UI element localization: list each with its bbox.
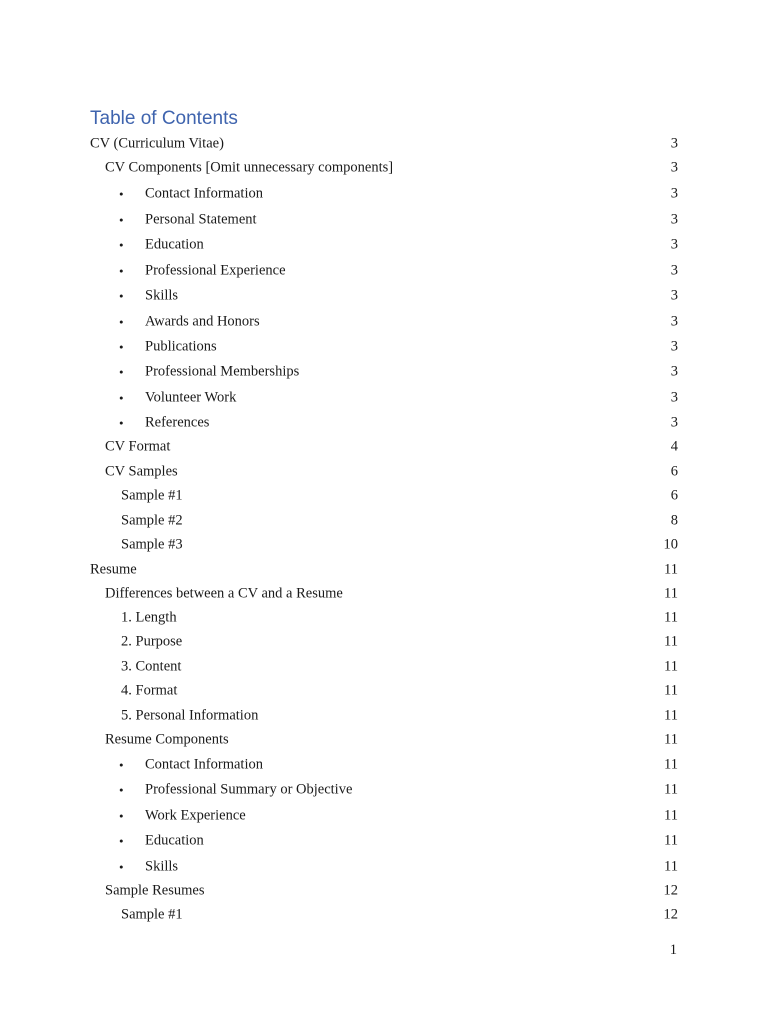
- toc-entry[interactable]: [90, 757, 678, 774]
- toc-entry-label: Work Experience: [145, 807, 246, 824]
- bullet-icon: •: [119, 808, 124, 823]
- toc-entry-page-number: 3: [670, 159, 678, 176]
- bullet-icon: •: [119, 186, 124, 201]
- bullet-icon: •: [119, 782, 124, 797]
- toc-entry-page-number: 3: [670, 262, 678, 279]
- toc-entry[interactable]: [90, 237, 678, 254]
- toc-entry-label: References: [145, 414, 210, 431]
- toc-entry-label: Professional Memberships: [145, 363, 300, 380]
- toc-entry-label: Contact Information: [145, 185, 263, 202]
- toc-entry-label: Sample #1: [121, 906, 183, 923]
- toc-entry-page-number: 12: [663, 906, 678, 923]
- toc-entry[interactable]: [90, 263, 678, 280]
- toc-entry[interactable]: [90, 364, 678, 381]
- toc-entry-label: Contact Information: [145, 756, 263, 773]
- toc-entry[interactable]: [90, 136, 678, 153]
- toc-entry[interactable]: [90, 439, 678, 456]
- toc-entry-page-number: 11: [664, 707, 678, 724]
- toc-entry-label: Publications: [145, 338, 217, 355]
- toc-entry[interactable]: [90, 782, 678, 799]
- toc-entry[interactable]: [90, 562, 678, 579]
- toc-entry-label: 4. Format: [121, 682, 178, 699]
- toc-entry-label: Skills: [145, 858, 179, 875]
- toc-entry-page-number: 3: [670, 414, 678, 431]
- toc-entry-label: 5. Personal Information: [121, 707, 259, 724]
- toc-entry-page-number: 3: [670, 363, 678, 380]
- toc-entry-label: Resume Components: [105, 731, 229, 748]
- toc-entry-label: 2. Purpose: [121, 633, 183, 650]
- toc-entry[interactable]: [90, 683, 678, 700]
- toc-entry[interactable]: [90, 537, 678, 554]
- toc-entry-page-number: 11: [664, 781, 678, 798]
- toc-entry-label: Differences between a CV and a Resume: [105, 585, 343, 602]
- toc-entry-page-number: 3: [670, 185, 678, 202]
- toc-entry[interactable]: [90, 833, 678, 850]
- toc-entry-page-number: 11: [664, 858, 678, 875]
- toc-entry-label: Sample Resumes: [105, 882, 205, 899]
- toc-entry-page-number: 10: [663, 536, 678, 553]
- bullet-icon: •: [119, 859, 124, 874]
- page-number: 1: [669, 942, 677, 958]
- toc-entry-page-number: 11: [664, 756, 678, 773]
- bullet-icon: •: [119, 212, 124, 227]
- bullet-icon: •: [119, 339, 124, 354]
- toc-entry-label: Sample #2: [121, 512, 183, 529]
- toc-entry-label: Professional Experience: [145, 262, 286, 279]
- bullet-icon: •: [119, 415, 124, 430]
- toc-entry-label: Resume: [90, 561, 137, 578]
- toc-entry[interactable]: [90, 186, 678, 203]
- toc-entry-label: Education: [145, 832, 204, 849]
- toc-entry-page-number: 11: [664, 561, 678, 578]
- toc-entry[interactable]: [90, 314, 678, 331]
- bullet-icon: •: [119, 314, 124, 329]
- toc-entry[interactable]: [90, 212, 678, 229]
- bullet-icon: •: [119, 237, 124, 252]
- toc-entry-page-number: 12: [663, 882, 678, 899]
- toc-entry[interactable]: [90, 513, 678, 530]
- bullet-icon: •: [119, 288, 124, 303]
- toc-entry-label: Professional Summary or Objective: [145, 781, 353, 798]
- toc-entry-label: CV Components [Omit unnecessary components]: [105, 159, 394, 176]
- toc-entry[interactable]: [90, 883, 678, 900]
- toc-entry-label: 3. Content: [121, 658, 182, 675]
- toc-entry-page-number: 3: [670, 211, 678, 228]
- toc-entry-page-number: 6: [670, 463, 678, 480]
- toc-entry[interactable]: [90, 464, 678, 481]
- toc-entry-label: Skills: [145, 287, 179, 304]
- toc-entry-label: Personal Statement: [145, 211, 257, 228]
- toc-entry[interactable]: [90, 415, 678, 432]
- toc-entry-page-number: 11: [664, 658, 678, 675]
- bullet-icon: •: [119, 263, 124, 278]
- toc-entry-label: Sample #1: [121, 487, 183, 504]
- toc-entry-page-number: 3: [670, 313, 678, 330]
- toc-entry-page-number: 6: [670, 487, 678, 504]
- toc-entry-page-number: 11: [664, 609, 678, 626]
- toc-entry[interactable]: [90, 708, 678, 725]
- bullet-icon: •: [119, 757, 124, 772]
- toc-entry-page-number: 8: [670, 512, 678, 529]
- toc-entry[interactable]: [90, 808, 678, 825]
- toc-entry[interactable]: [90, 732, 678, 749]
- toc-entry-page-number: 11: [664, 682, 678, 699]
- toc-entry-label: Sample #3: [121, 536, 183, 553]
- toc-entry[interactable]: [90, 160, 678, 177]
- toc-entry[interactable]: [90, 659, 678, 676]
- toc-entry-page-number: 11: [664, 633, 678, 650]
- toc-entry[interactable]: [90, 610, 678, 627]
- toc-entry-page-number: 11: [664, 807, 678, 824]
- toc-entry-page-number: 11: [664, 832, 678, 849]
- toc-entry-page-number: 3: [670, 135, 678, 152]
- toc-entry-label: CV Samples: [105, 463, 178, 480]
- toc-entry-label: Volunteer Work: [145, 389, 237, 406]
- toc-entry[interactable]: [90, 586, 678, 603]
- toc-entry[interactable]: [90, 339, 678, 356]
- toc-entry-page-number: 3: [670, 236, 678, 253]
- toc-entry[interactable]: [90, 390, 678, 407]
- toc-entry-page-number: 3: [670, 338, 678, 355]
- toc-entry-page-number: 11: [664, 731, 678, 748]
- toc-entry-label: 1. Length: [121, 609, 177, 626]
- toc-entry-page-number: 11: [664, 585, 678, 602]
- toc-entry-label: Awards and Honors: [145, 313, 260, 330]
- toc-entry-label: CV Format: [105, 438, 171, 455]
- bullet-icon: •: [119, 364, 124, 379]
- bullet-icon: •: [119, 390, 124, 405]
- toc-entry[interactable]: [90, 907, 678, 924]
- toc-entry[interactable]: [90, 859, 678, 876]
- toc-entry[interactable]: [90, 634, 678, 651]
- toc-entry[interactable]: [90, 488, 678, 505]
- toc-entry-page-number: 3: [670, 287, 678, 304]
- toc-entry-label: Education: [145, 236, 204, 253]
- toc-heading: Table of Contents: [90, 108, 238, 129]
- toc-entry-page-number: 3: [670, 389, 678, 406]
- toc-entry[interactable]: [90, 288, 678, 305]
- toc-entry-page-number: 4: [670, 438, 678, 455]
- bullet-icon: •: [119, 833, 124, 848]
- toc-entry-label: CV (Curriculum Vitae): [90, 135, 224, 152]
